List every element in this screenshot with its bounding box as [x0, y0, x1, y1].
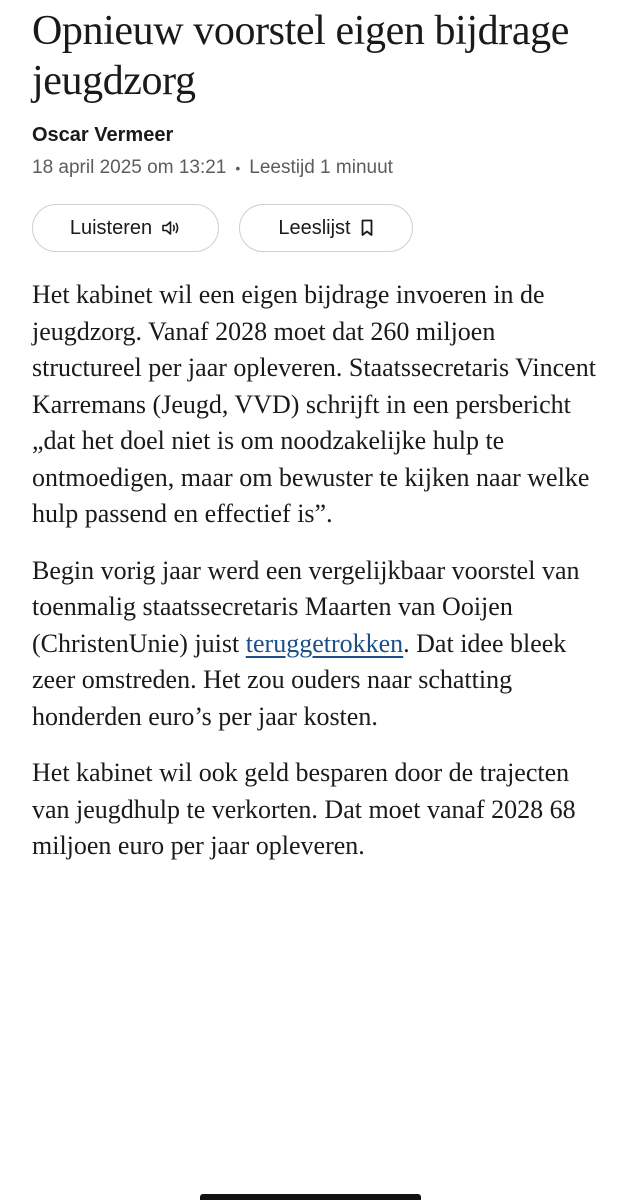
- reading-time: Leestijd 1 minuut: [249, 157, 393, 178]
- home-indicator: [200, 1194, 421, 1200]
- inline-link-teruggetrokken[interactable]: teruggetrokken: [245, 628, 404, 658]
- publish-date: 18 april 2025 om 13:21: [32, 157, 227, 178]
- paragraph: [32, 553, 602, 736]
- bookmark-icon: [360, 219, 374, 237]
- speaker-icon: [161, 220, 181, 236]
- article-body: [32, 277, 602, 865]
- paragraph-text: . Dat idee bleek zeer omstreden. Het zou ouders naar schatting honderden euro’s per jaar kosten.: [32, 628, 567, 731]
- article-actions: [32, 204, 602, 252]
- paragraph: Het kabinet wil een eigen bijdrage invoeren in de jeugdzorg. Vanaf 2028 moet dat 260 miljoen structureel per jaar opleveren. Staatssecretaris Vincent Karremans (Jeugd, VVD) schrijft in een persbericht „dat het doel niet is om noodzakelijke hulp te ontmoedigen, maar om bewuster te kijken naar welke hulp passend en effectief is”.: [32, 280, 596, 528]
- author-link[interactable]: Oscar Vermeer: [32, 124, 174, 146]
- article: [32, 0, 602, 885]
- article-meta: [32, 156, 602, 180]
- paragraph: Het kabinet wil ook geld besparen door de trajecten van jeugdhulp te verkorten. Dat moet vanaf 2028 68 miljoen euro per jaar opleveren.: [32, 758, 576, 860]
- reading-list-button[interactable]: [239, 204, 413, 252]
- paragraph-text: Begin vorig jaar werd een vergelijkbaar voorstel van toenmalig staatssecretaris Maarten van Ooijen (ChristenUnie) juist: [32, 555, 580, 658]
- article-headline: Opnieuw voorstel eigen bijdrage jeugdzorg: [32, 8, 569, 104]
- listen-button-label: Luisteren: [69, 216, 153, 239]
- reading-list-button-label: Leeslijst: [278, 216, 351, 239]
- listen-button[interactable]: [32, 204, 219, 252]
- meta-separator: •: [235, 160, 241, 176]
